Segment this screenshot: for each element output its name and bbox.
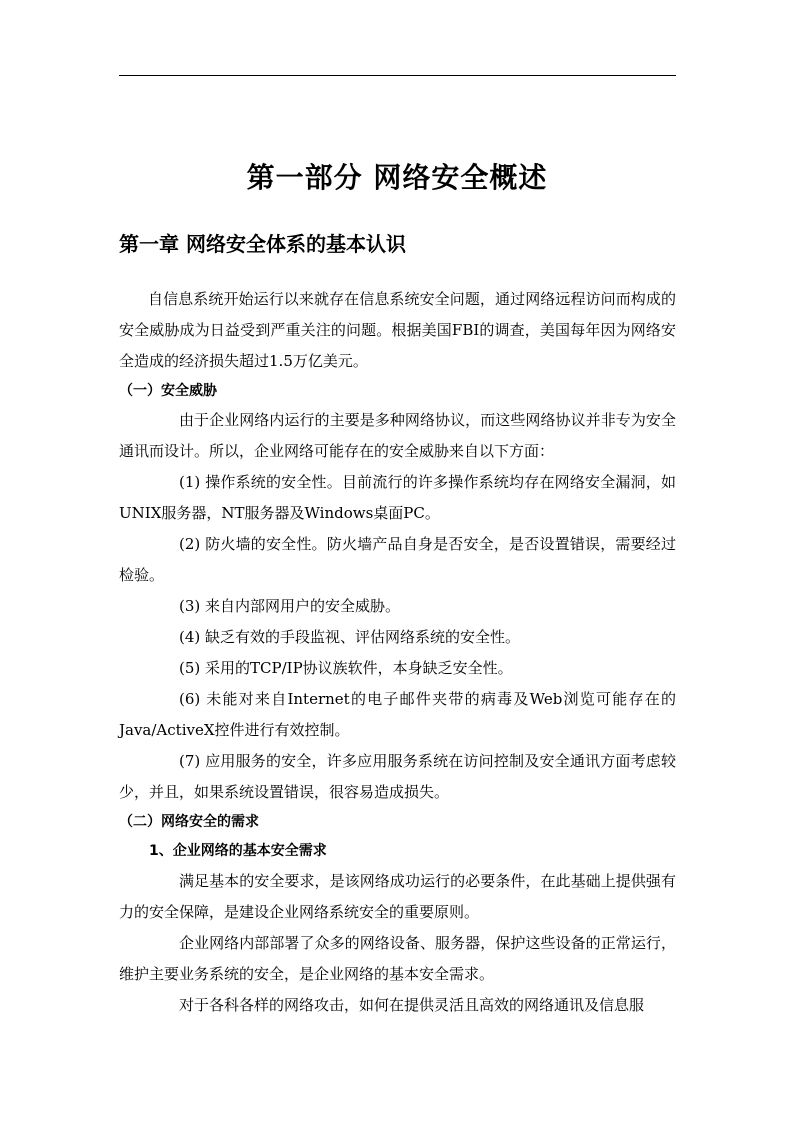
section-heading-requirements: （二）网络安全的需求 — [119, 814, 259, 830]
chapter-title: 第一章 网络安全体系的基本认识 — [119, 232, 406, 256]
document-body — [119, 284, 676, 1021]
header-rule — [119, 75, 676, 76]
section-heading-threats: （一）安全威胁 — [119, 383, 217, 399]
threat-item: (1) 操作系统的安全性。目前流行的许多操作系统均存在网络安全漏洞，如UNIX服务器，NT服务器及Windows桌面PC。 — [119, 473, 676, 522]
threat-item: (5) 采用的TCP/IP协议族软件，本身缺乏安全性。 — [179, 659, 513, 677]
threat-item: (2) 防火墙的安全性。防火墙产品自身是否安全，是否设置错误，需要经过检验。 — [119, 535, 676, 584]
threat-item: (4) 缺乏有效的手段监视、评估网络系统的安全性。 — [179, 628, 521, 646]
requirements-paragraph: 满足基本的安全要求，是该网络成功运行的必要条件，在此基础上提供强有力的安全保障，是建设企业网络系统安全的重要原则。 — [119, 872, 676, 921]
intro-paragraph: 自信息系统开始运行以来就存在信息系统安全问题，通过网络远程访问而构成的安全威胁成为日益受到严重关注的问题。根据美国FBI的调查，美国每年因为网络安全造成的经济损失超过1.5万亿美元。 — [119, 290, 676, 370]
threat-item: (7) 应用服务的安全，许多应用服务系统在访问控制及安全通讯方面考虑较少，并且，如果系统设置错误，很容易造成损失。 — [119, 752, 676, 801]
requirements-paragraph: 企业网络内部部署了众多的网络设备、服务器，保护这些设备的正常运行，维护主要业务系统的安全，是企业网络的基本安全需求。 — [119, 934, 676, 983]
threats-lead-paragraph: 由于企业网络内运行的主要是多种网络协议，而这些网络协议并非专为安全通讯而设计。所以，企业网络可能存在的安全威胁来自以下方面： — [119, 411, 676, 460]
requirements-paragraph: 对于各科各样的网络攻击，如何在提供灵活且高效的网络通讯及信息服 — [179, 996, 645, 1014]
threat-item: (6) 未能对来自Internet的电子邮件夹带的病毒及Web浏览可能存在的Java/ActiveX控件进行有效控制。 — [119, 690, 676, 739]
threat-item: (3) 来自内部网用户的安全威胁。 — [179, 597, 401, 615]
part-title: 第一部分 网络安全概述 — [246, 161, 548, 194]
subsection-heading-basic-requirements: 1、企业网络的基本安全需求 — [149, 843, 327, 859]
